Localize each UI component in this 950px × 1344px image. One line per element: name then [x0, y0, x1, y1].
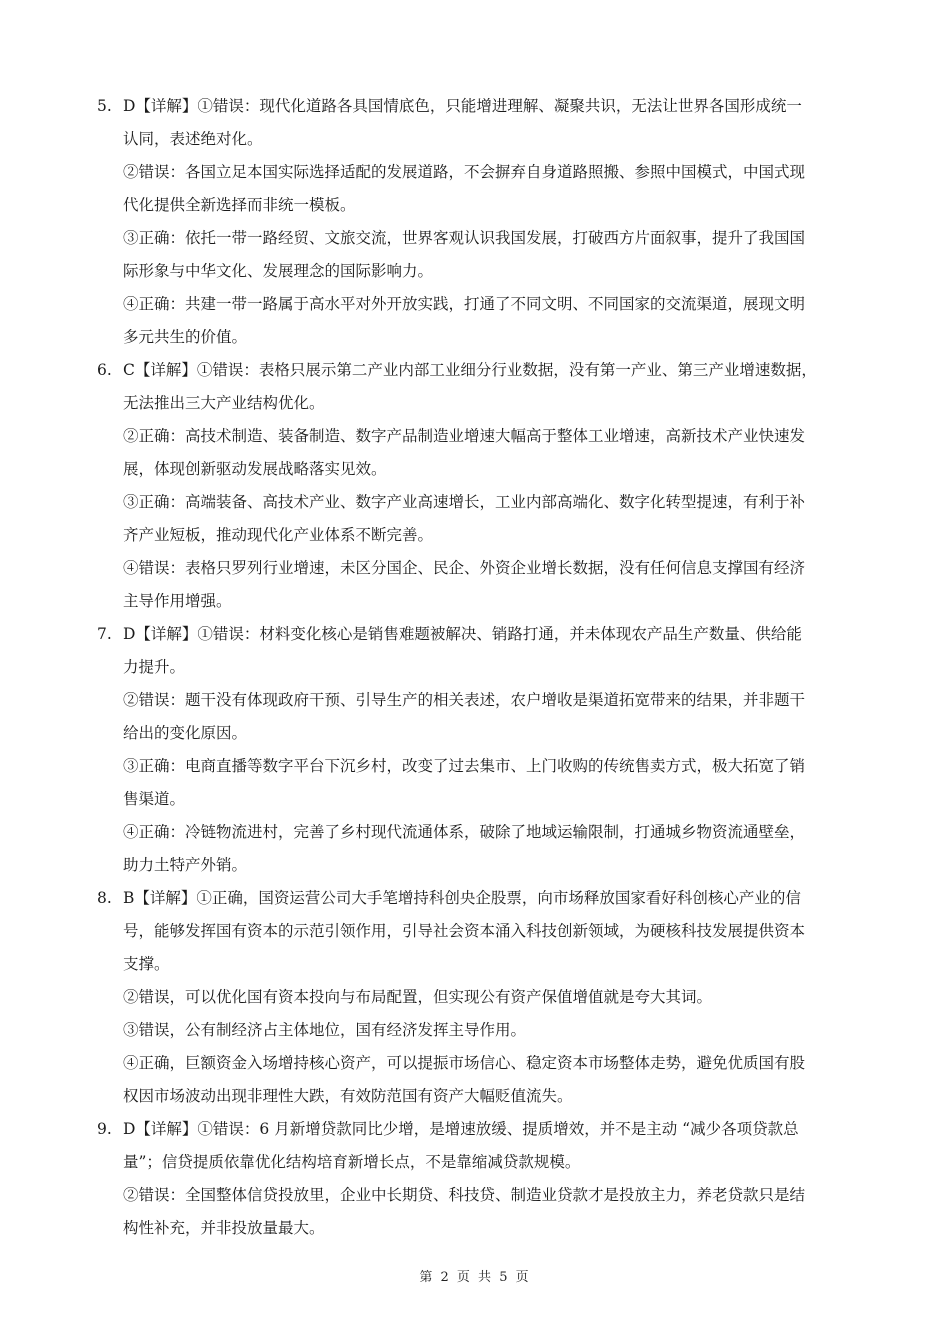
continuation-line: 号，能够发挥国有资本的示范引领作用，引导社会资本涌入科技创新领域，为硬核科技发展提供资本 — [123, 922, 806, 940]
question-first-line — [97, 882, 859, 915]
question-number: 6. — [97, 361, 112, 379]
question-number: 7. — [97, 625, 112, 643]
question-first-line — [97, 354, 859, 387]
continuation-line: 构性补充，并非投放量最大。 — [123, 1219, 325, 1237]
option-analysis-line: ③正确：高端装备、高技术产业、数字产业高速增长，工业内部高端化、数字化转型提速，有利于补 — [123, 493, 806, 511]
continuation-line: 给出的变化原因。 — [123, 724, 248, 742]
continuation-line: 权因市场波动出现非理性大跌，有效防范国有资产大幅贬值流失。 — [123, 1087, 573, 1105]
continuation-line: 多元共生的价值。 — [123, 328, 248, 346]
continuation-line: 售渠道。 — [123, 790, 186, 808]
option-analysis-line: ③正确：依托一带一路经贸、文旅交流，世界客观认识我国发展，打破西方片面叙事，提升了我国国 — [123, 229, 806, 247]
continuation-line: 齐产业短板，推动现代化产业体系不断完善。 — [123, 526, 434, 544]
question-block — [97, 882, 859, 1113]
question-number: 5. — [97, 97, 112, 115]
option-analysis-line: ②错误，可以优化国有资本投向与布局配置，但实现公有资产保值增值就是夸大其词。 — [123, 988, 713, 1006]
option-analysis-line: ②正确：高技术制造、装备制造、数字产品制造业增速大幅高于整体工业增速，高新技术产业快速发 — [123, 427, 806, 445]
answer-text: B【详解】①正确，国资运营公司大手笔增持科创央企股票，向市场释放国家看好科创核心产业的信 — [123, 889, 801, 907]
continuation-line: 认同，表述绝对化。 — [123, 130, 263, 148]
continuation-line: 展，体现创新驱动发展战略落实见效。 — [123, 460, 387, 478]
question-number: 8. — [97, 889, 112, 907]
question-first-line — [97, 618, 859, 651]
option-analysis-line: ④正确：冷链物流进村，完善了乡村现代流通体系，破除了地域运输限制，打通城乡物资流通壁垒， — [123, 823, 806, 841]
continuation-line: 际形象与中华文化、发展理念的国际影响力。 — [123, 262, 434, 280]
option-analysis-line: ②错误：各国立足本国实际选择适配的发展道路，不会摒弃自身道路照搬、参照中国模式，中国式现 — [123, 163, 806, 181]
continuation-line: 支撑。 — [123, 955, 170, 973]
answer-content — [97, 90, 859, 1245]
question-block — [97, 90, 859, 354]
continuation-line: 量”；信贷提质依靠优化结构培育新增长点，不是靠缩减贷款规模。 — [123, 1153, 581, 1171]
answer-text: D【详解】①错误：现代化道路各具国情底色，只能增进理解、凝聚共识，无法让世界各国形成统一 — [123, 97, 802, 115]
question-block — [97, 1113, 859, 1245]
answer-text: D【详解】①错误：材料变化核心是销售难题被解决、销路打通，并未体现农产品生产数量、供给能 — [123, 625, 802, 643]
continuation-line: 助力土特产外销。 — [123, 856, 248, 874]
answer-text: D【详解】①错误：6 月新增贷款同比少增，是增速放缓、提质增效，并不是主动 “减少各项贷款总 — [123, 1120, 799, 1138]
page-footer: 第 2 页 共 5 页 — [419, 1270, 531, 1285]
option-analysis-line: ④正确，巨额资金入场增持核心资产，可以提振市场信心、稳定资本市场整体走势，避免优质国有股 — [123, 1054, 806, 1072]
option-analysis-line: ②错误：全国整体信贷投放里，企业中长期贷、科技贷、制造业贷款才是投放主力，养老贷款只是结 — [123, 1186, 806, 1204]
continuation-line: 代化提供全新选择而非统一模板。 — [123, 196, 356, 214]
option-analysis-line: ④错误：表格只罗列行业增速，未区分国企、民企、外资企业增长数据，没有任何信息支撑国有经济 — [123, 559, 806, 577]
question-block — [97, 354, 859, 618]
option-analysis-line: ②错误：题干没有体现政府干预、引导生产的相关表述，农户增收是渠道拓宽带来的结果，并非题干 — [123, 691, 806, 709]
answer-text: C【详解】①错误：表格只展示第二产业内部工业细分行业数据，没有第一产业、第三产业增速数据， — [123, 361, 817, 379]
question-first-line — [97, 1113, 859, 1146]
continuation-line: 无法推出三大产业结构优化。 — [123, 394, 325, 412]
continuation-line: 力提升。 — [123, 658, 186, 676]
question-block — [97, 618, 859, 882]
continuation-line: 主导作用增强。 — [123, 592, 232, 610]
question-first-line — [97, 90, 859, 123]
question-number: 9. — [97, 1120, 112, 1138]
option-analysis-line: ④正确：共建一带一路属于高水平对外开放实践，打通了不同文明、不同国家的交流渠道，展现文明 — [123, 295, 806, 313]
option-analysis-line: ③错误，公有制经济占主体地位，国有经济发挥主导作用。 — [123, 1021, 527, 1039]
option-analysis-line: ③正确：电商直播等数字平台下沉乡村，改变了过去集市、上门收购的传统售卖方式，极大拓宽了销 — [123, 757, 806, 775]
